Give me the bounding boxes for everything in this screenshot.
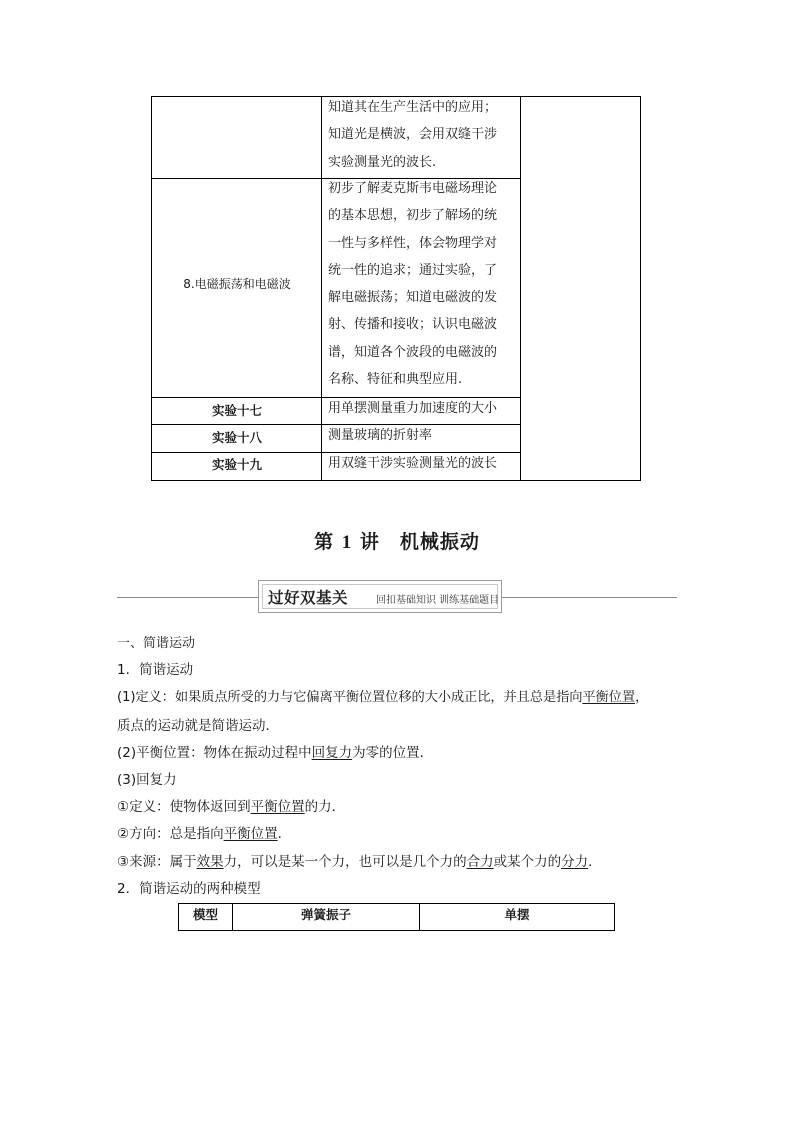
text-span: 力，可以是某一个力，也可以是几个力的 (223, 854, 467, 870)
table-cell-topic: 实验十九 (211, 457, 262, 472)
table-cell-topic: 8.电磁振荡和电磁波 (183, 277, 291, 291)
item-heading: 2．简谐运动的两种模型 (117, 881, 261, 897)
text-span: (1)定义：如果质点所受的力与它偏离平衡位置位移的大小成正比，并且总是指向 (117, 690, 583, 705)
cell-line: 知道光是横波，会用双缝干涉 (328, 127, 498, 143)
cell-line: 谱，知道各个波段的电磁波的 (328, 344, 498, 360)
section-heading: 一、简谐运动 (117, 636, 196, 651)
table-header-pendulum: 单摆 (504, 907, 530, 922)
restoring-force-heading: (3)回复力 (117, 772, 177, 788)
underlined-term: 效果 (196, 854, 224, 870)
table-header-spring-oscillator: 弹簧振子 (300, 907, 351, 922)
text-span: ． (588, 854, 602, 870)
underlined-term: 平衡位置 (250, 799, 305, 815)
item-heading: 1．简谐运动 (117, 662, 194, 678)
banner-subtitle: 回扣基础知识 训练基础题目 (376, 595, 500, 606)
table-cell-requirement: 用双缝干涉实验测量光的波长 (328, 456, 498, 471)
lecture-suffix: 讲 机械振动 (359, 531, 480, 553)
cell-line: 名称、特征和典型应用. (328, 372, 463, 388)
text-span: (2)平衡位置：物体在振动过程中 (117, 745, 312, 761)
text-span: ②方向：总是指向 (117, 826, 224, 842)
underlined-term: 分力 (561, 854, 589, 870)
cell-line: 统一性的追求；通过实验，了 (328, 262, 498, 278)
table-cell-topic: 实验十八 (211, 430, 262, 445)
cell-line: 的基本思想，初步了解场的统 (328, 208, 498, 224)
text-span: ， (634, 690, 649, 705)
text-span: ①定义：使物体返回到 (117, 799, 251, 815)
table-cell-requirement (328, 94, 522, 176)
banner-rule-left (117, 597, 258, 598)
underlined-term: 合力 (466, 854, 494, 870)
equilibrium-line (117, 741, 433, 761)
restoring-definition (117, 795, 345, 815)
table-header-model: 模型 (192, 907, 218, 922)
text-span: 为零的位置． (352, 745, 434, 761)
table-cell-requirement: 用单摆测量重力加速度的大小 (328, 401, 498, 416)
text-span: ． (277, 826, 292, 842)
cell-line: 解电磁振荡；知道电磁波的发 (328, 290, 498, 306)
section-banner (258, 580, 502, 613)
cell-line: 知道其在生产生活中的应用； (328, 100, 498, 115)
cell-line: 实验测量光的波长. (328, 154, 437, 170)
restoring-direction (117, 822, 291, 842)
definition-line (117, 686, 648, 705)
table-cell-requirement: 测量玻璃的折射率 (328, 428, 433, 443)
banner-title: 过好双基关 (268, 589, 349, 607)
restoring-source (117, 850, 602, 870)
underlined-term: 平衡位置 (223, 826, 278, 842)
underlined-term: 平衡位置 (582, 690, 635, 705)
table-cell-requirement (328, 175, 522, 393)
definition-continuation: 质点的运动就是简谐运动． (117, 718, 279, 734)
text-span: 的力． (304, 799, 346, 815)
model-table (178, 903, 615, 931)
table-cell-topic: 实验十七 (211, 403, 262, 418)
lecture-number: 1 (341, 532, 353, 553)
cell-line: 一性与多样性，体会物理学对 (328, 235, 498, 251)
underlined-term: 回复力 (311, 745, 353, 761)
lecture-prefix: 第 (314, 531, 335, 553)
cell-line: 初步了解麦克斯韦电磁场理论 (328, 181, 498, 196)
text-span: ③来源：属于 (117, 854, 197, 870)
cell-line: 射、传播和接收；认识电磁波 (328, 317, 498, 333)
text-span: 或某个力的 (493, 854, 562, 870)
curriculum-table (151, 96, 641, 481)
lecture-title (0, 527, 794, 554)
banner-rule-right (502, 597, 677, 598)
